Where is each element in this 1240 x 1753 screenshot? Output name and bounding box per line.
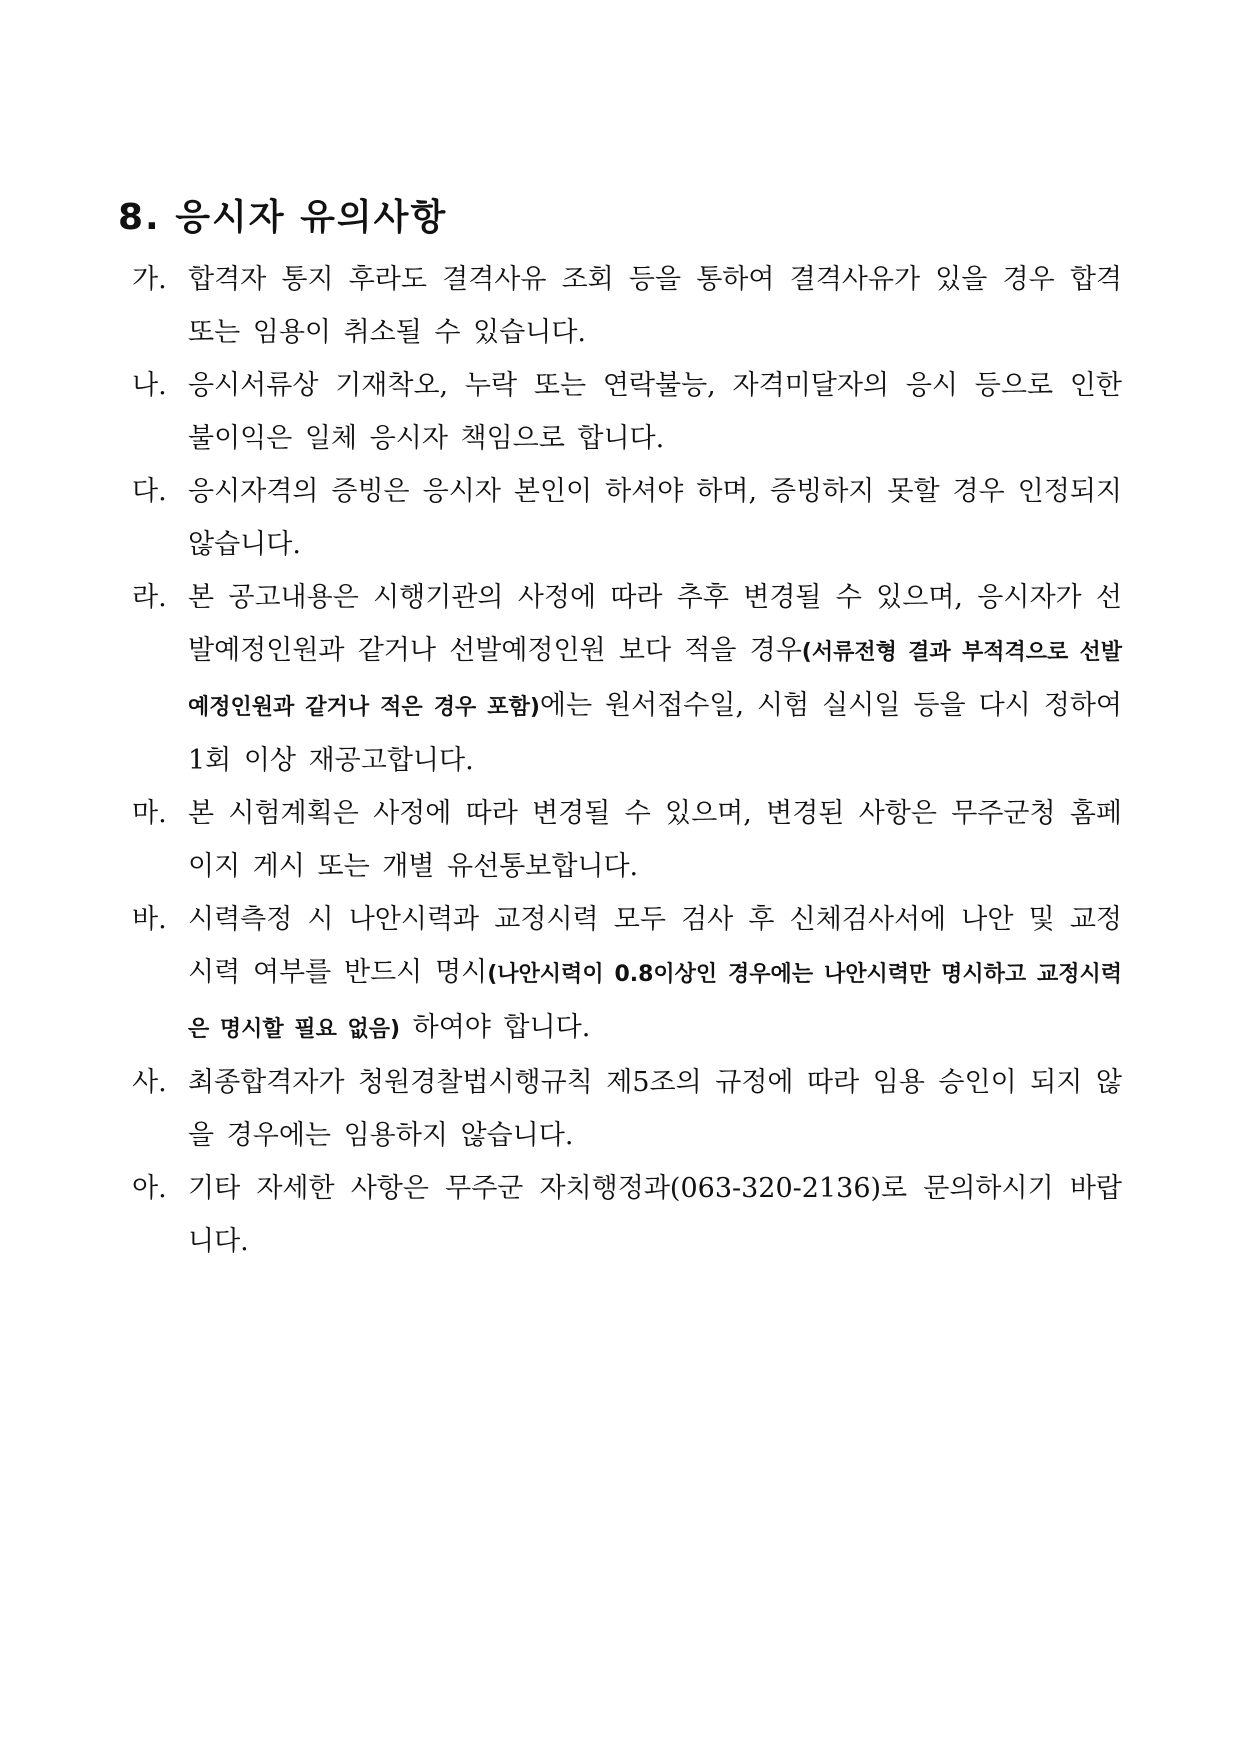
item-marker: 나.: [132, 370, 167, 401]
notice-item-da: [132, 465, 1122, 571]
item-marker: 사.: [132, 1067, 167, 1098]
item-marker: 마.: [132, 798, 167, 829]
item-text: 응시자격의 증빙은 응시자 본인이 하셔야 하며, 증빙하지 못할 경우 인정되지 않습니다.: [188, 476, 1122, 560]
item-marker: 바.: [132, 904, 167, 935]
item-marker: 라.: [132, 582, 167, 613]
notice-item-ma: [132, 787, 1122, 893]
item-text: 본 시험계획은 사정에 따라 변경될 수 있으며, 변경된 사항은 무주군청 홈페이지 게시 또는 개별 유선통보합니다.: [188, 798, 1122, 882]
notice-item-na: [132, 359, 1122, 465]
item-text: 기타 자세한 사항은 무주군 자치행정과(063-320-2136)로 문의하시기 바랍니다.: [188, 1173, 1122, 1257]
notice-item-a: [132, 1162, 1122, 1268]
item-marker: 가.: [132, 264, 167, 295]
item-marker: 아.: [132, 1173, 167, 1204]
item-text-before: 본 공고내용은 시행기관의 사정에 따라 추후 변경될 수 있으며, 응시자가 선발예정인원과 같거나 선발예정인원 보다 적을 경우: [188, 582, 1122, 666]
item-note: (나안시력이 0.8이상인 경우에는 나안시력만 명시하고 교정시력은 명시할 필요 없음): [188, 962, 1122, 1042]
section-title: 8. 응시자 유의사항: [118, 197, 448, 238]
notice-item-ga: [132, 253, 1122, 359]
item-text: 합격자 통지 후라도 결격사유 조회 등을 통하여 결격사유가 있을 경우 합격 또는 임용이 취소될 수 있습니다.: [188, 264, 1122, 348]
notice-list: [132, 253, 1122, 1268]
item-text-after: 에는 원서접수일, 시험 실시일 등을 다시 정하여 1회 이상 재공고합니다.: [188, 690, 1122, 776]
notice-item-ba: [132, 893, 1122, 1056]
item-text-before: 시력측정 시 나안시력과 교정시력 모두 검사 후 신체검사서에 나안 및 교정시력 여부를 반드시 명시: [188, 904, 1122, 988]
item-text-after: 하여야 합니다.: [400, 1012, 591, 1043]
item-marker: 다.: [132, 476, 167, 507]
item-text: 응시서류상 기재착오, 누락 또는 연락불능, 자격미달자의 응시 등으로 인한 불이익은 일체 응시자 책임으로 합니다.: [188, 370, 1122, 454]
item-text: 최종합격자가 청원경찰법시행규칙 제5조의 규정에 따라 임용 승인이 되지 않을 경우에는 임용하지 않습니다.: [188, 1067, 1122, 1151]
notice-item-sa: [132, 1056, 1122, 1162]
item-note: (서류전형 결과 부적격으로 선발예정인원과 같거나 적은 경우 포함): [188, 640, 1122, 720]
notice-item-ra: [132, 571, 1122, 787]
